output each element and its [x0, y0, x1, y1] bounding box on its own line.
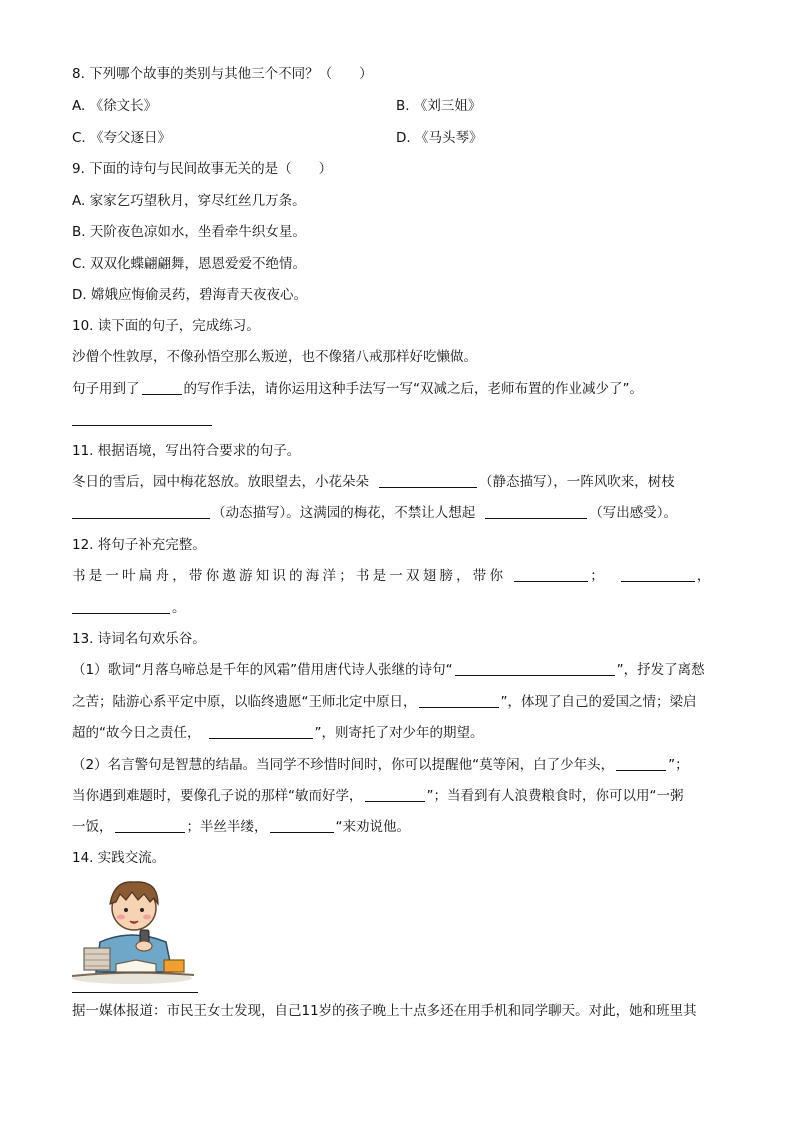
option-text: 家家乞巧望秋月，穿尽红丝几万条。	[89, 193, 306, 209]
answer-blank[interactable]	[115, 818, 185, 833]
answer-blank[interactable]	[455, 661, 615, 676]
q8-stem: 8. 下列哪个故事的类别与其他三个不同？（ ）	[72, 66, 373, 82]
q13-text: ”；当看到有人浪费粮食时，你可以用“一粥	[426, 788, 684, 804]
q13-text: （2）名言警句是智慧的结晶。当同学不珍惜时间时，你可以提醒他“莫等闲，白了少年头，	[72, 757, 615, 773]
option-text: 双双化蝶翩翩舞，恩恩爱爱不绝情。	[90, 256, 307, 272]
option-text: 天阶夜色凉如水，坐看牵牛织女星。	[89, 224, 306, 240]
illustration-divider	[72, 992, 198, 993]
q8-option-a	[72, 96, 157, 116]
q14-report: 据一媒体报道：市民王女士发现，自己11岁的孩子晚上十点多还在用手机和同学聊天。对此，她和班里其	[72, 1003, 697, 1019]
q13-text: ”，抒发了离愁	[616, 662, 705, 678]
q9-stem: 9. 下面的诗句与民间故事无关的是（ ）	[72, 161, 333, 177]
answer-blank[interactable]	[379, 473, 477, 488]
option-label: B.	[72, 224, 90, 240]
option-label: A.	[72, 98, 90, 114]
q11-stem: 11. 根据语境，写出符合要求的句子。	[72, 443, 301, 459]
q11-line2	[72, 503, 677, 523]
answer-blank[interactable]	[365, 787, 425, 802]
q13-text: 超的“故今日之责任，	[72, 725, 201, 741]
answer-line[interactable]	[72, 425, 212, 426]
q13-text: “来劝说他。	[335, 819, 410, 835]
q13-text: 当你遇到难题时，要像孔子说的那样“敏而好学，	[72, 788, 363, 804]
student-reading-illustration	[70, 872, 200, 990]
answer-blank[interactable]	[621, 567, 695, 582]
q13-p1-line3	[72, 723, 484, 743]
option-label: D.	[396, 130, 415, 146]
q11-text: （写出感受）。	[589, 505, 677, 521]
answer-blank[interactable]	[270, 818, 334, 833]
q9-option-d	[72, 285, 307, 305]
q10-task	[72, 379, 643, 399]
option-text: 嫦娥应悔偷灵药，碧海青天夜夜心。	[90, 287, 307, 303]
option-text: 《马头琴》	[414, 130, 483, 146]
q13-text: ”；	[668, 757, 689, 773]
q13-text: ”，体现了自己的爱国之情；梁启	[500, 694, 697, 710]
answer-blank[interactable]	[142, 380, 182, 395]
q12-line2	[72, 598, 186, 618]
answer-blank[interactable]	[72, 599, 170, 614]
q8-option-b	[396, 96, 481, 116]
q11-text: （静态描写），一阵风吹来，树枝	[479, 474, 675, 490]
option-label: B.	[396, 98, 414, 114]
q13-p2-line1	[72, 755, 689, 775]
q14-stem: 14. 实践交流。	[72, 850, 166, 866]
q12-text: 。	[172, 600, 186, 616]
q13-text: （1）歌词“月落乌啼总是千年的风霜”借用唐代诗人张继的诗句“	[72, 662, 453, 678]
q10-stem: 10. 读下面的句子，完成练习。	[72, 318, 260, 334]
option-label: A.	[72, 193, 90, 209]
option-text: 《徐文长》	[89, 98, 158, 114]
task-text: 句子用到了	[72, 381, 140, 397]
answer-blank[interactable]	[209, 724, 313, 739]
q12-stem: 12. 将句子补充完整。	[72, 537, 206, 553]
q8-option-d	[396, 128, 482, 148]
task-text: 的写作手法，请你运用这种手法写一写“双减之后，老师布置的作业减少了”。	[183, 381, 643, 397]
option-label: C.	[72, 256, 91, 272]
q13-text: 之苦；陆游心系平定中原，以临终遗愿“王师北定中原日，	[72, 694, 417, 710]
q11-line1	[72, 472, 675, 492]
q13-p2-line2	[72, 786, 684, 806]
q12-text: 书是一叶扁舟，带你遨游知识的海洋；书是一双翅膀，带你	[72, 568, 507, 584]
q13-p1-line2	[72, 692, 697, 712]
answer-blank[interactable]	[514, 567, 588, 582]
q13-p1-line1	[72, 660, 705, 680]
q12-line1	[72, 566, 714, 586]
q9-option-c	[72, 254, 306, 274]
q13-text: ；半丝半缕，	[186, 819, 268, 835]
q13-text: ”，则寄托了对少年的期望。	[314, 725, 484, 741]
answer-blank[interactable]	[616, 756, 666, 771]
q9-option-b	[72, 222, 306, 242]
q12-sep: ，	[696, 568, 714, 584]
answer-blank[interactable]	[419, 693, 499, 708]
option-label: D.	[72, 287, 91, 303]
q13-p2-line3	[72, 817, 410, 837]
q13-stem: 13. 诗词名句欢乐谷。	[72, 631, 206, 647]
q13-text: 一饭，	[72, 819, 113, 835]
q11-text: 冬日的雪后，园中梅花怒放。放眼望去，小花朵朵	[72, 474, 369, 490]
q10-sentence: 沙僧个性敦厚，不像孙悟空那么叛逆，也不像猪八戒那样好吃懒做。	[72, 349, 477, 365]
q8-option-c	[72, 128, 171, 148]
q12-sep: ；	[590, 568, 607, 584]
q11-text: （动态描写）。这满园的梅花，不禁让人想起	[212, 505, 476, 521]
option-label: C.	[72, 130, 91, 146]
answer-blank[interactable]	[72, 504, 210, 519]
option-text: 《夸父逐日》	[90, 130, 172, 146]
q9-option-a	[72, 191, 306, 211]
answer-blank[interactable]	[485, 504, 587, 519]
option-text: 《刘三姐》	[413, 98, 482, 114]
